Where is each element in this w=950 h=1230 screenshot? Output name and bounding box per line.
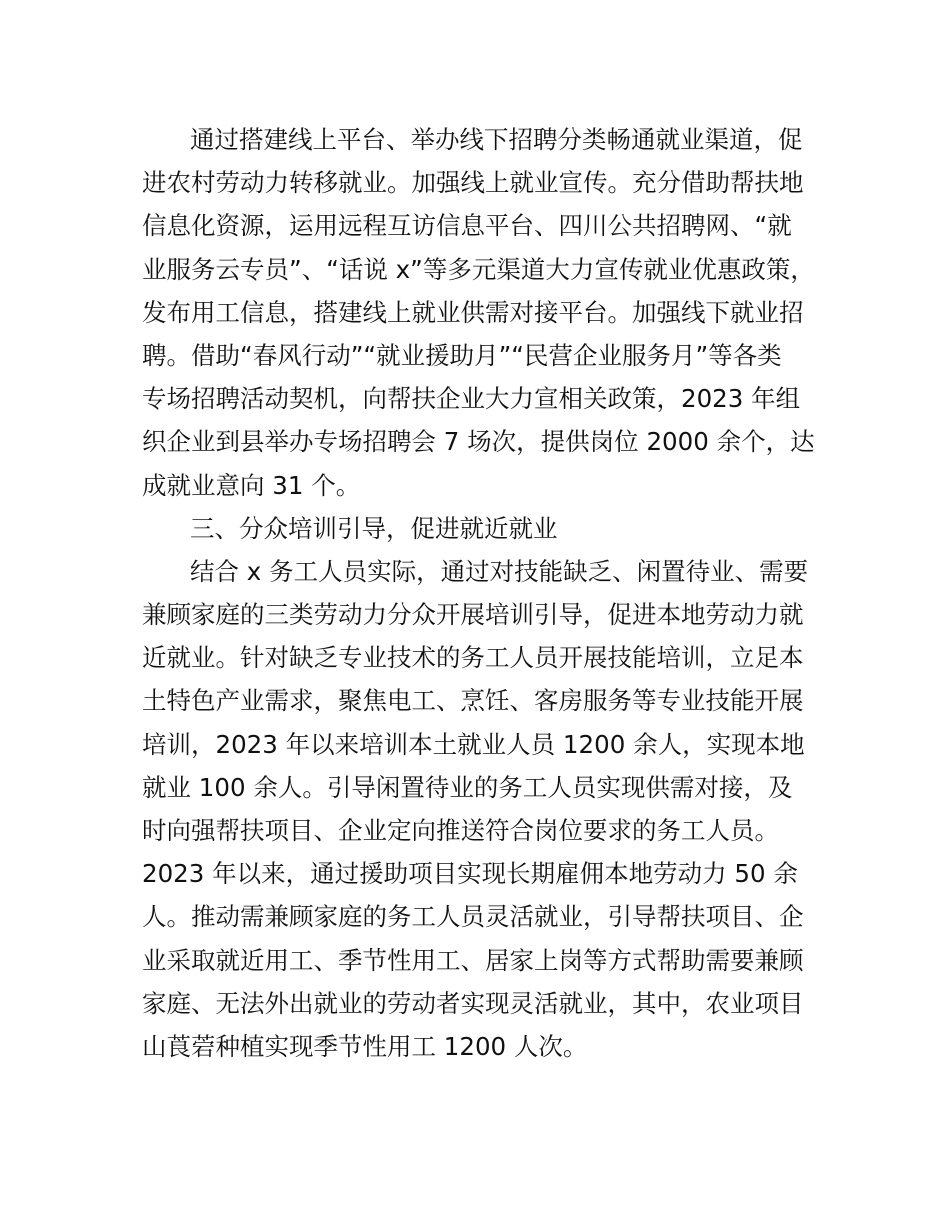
paragraph-line: 聘。借助“春风行动”“就业援助月”“民营企业服务月”等各类 xyxy=(142,340,782,370)
document-body xyxy=(142,118,814,1068)
paragraph-line: 专场招聘活动契机，向帮扶企业大力宣相关政策，2023 年组 xyxy=(142,384,801,414)
paragraph-line: 信息化资源，运用远程互访信息平台、四川公共招聘网、“就 xyxy=(142,211,792,241)
paragraph-line: 兼顾家庭的三类劳动力分众开展培训引导，促进本地劳动力就 xyxy=(142,600,804,630)
paragraph-line: 业采取就近用工、季节性用工、居家上岗等方式帮助需要兼顾 xyxy=(142,945,804,975)
paragraph-line: 业服务云专员”、“话说 x”等多元渠道大力宣传就业优惠政策， xyxy=(142,254,815,284)
paragraph-line: 成就业意向 31 个。 xyxy=(142,470,361,500)
paragraph-line: 时向强帮扶项目、企业定向推送符合岗位要求的务工人员。 xyxy=(142,816,779,845)
paragraph-line: 结合 x 务工人员实际，通过对技能缺乏、闲置待业、需要 xyxy=(190,556,809,586)
paragraph-line: 2023 年以来，通过援助项目实现长期雇佣本地劳动力 50 余 xyxy=(142,859,798,889)
paragraph-line: 通过搭建线上平台、举办线下招聘分类畅通就业渠道，促 xyxy=(190,125,803,154)
paragraph-line: 家庭、无法外出就业的劳动者实现灵活就业，其中，农业项目 xyxy=(142,988,804,1018)
paragraph-line: 近就业。针对缺乏专业技术的务工人员开展技能培训，立足本 xyxy=(142,643,804,673)
paragraph-line: 进农村劳动力转移就业。加强线上就业宣传。充分借助帮扶地 xyxy=(142,168,804,198)
paragraph-line: 发布用工信息，搭建线上就业供需对接平台。加强线下就业招 xyxy=(142,297,804,327)
paragraph-line: 土特色产业需求，聚焦电工、烹饪、客房服务等专业技能开展 xyxy=(142,686,804,716)
section-heading: 三、分众培训引导，促进就近就业 xyxy=(190,513,558,543)
paragraph-line: 就业 100 余人。引导闲置待业的务工人员实现供需对接，及 xyxy=(142,772,793,802)
paragraph-1 xyxy=(142,118,814,507)
paragraph-line: 织企业到县举办专场招聘会 7 场次，提供岗位 2000 余个，达 xyxy=(142,427,815,457)
paragraph-2 xyxy=(142,550,814,1068)
paragraph-line: 培训，2023 年以来培训本土就业人员 1200 余人，实现本地 xyxy=(142,729,805,759)
paragraph-line: 山莨菪种植实现季节性用工 1200 人次。 xyxy=(142,1031,588,1061)
paragraph-line: 人。推动需兼顾家庭的务工人员灵活就业，引导帮扶项目、企 xyxy=(142,902,804,932)
